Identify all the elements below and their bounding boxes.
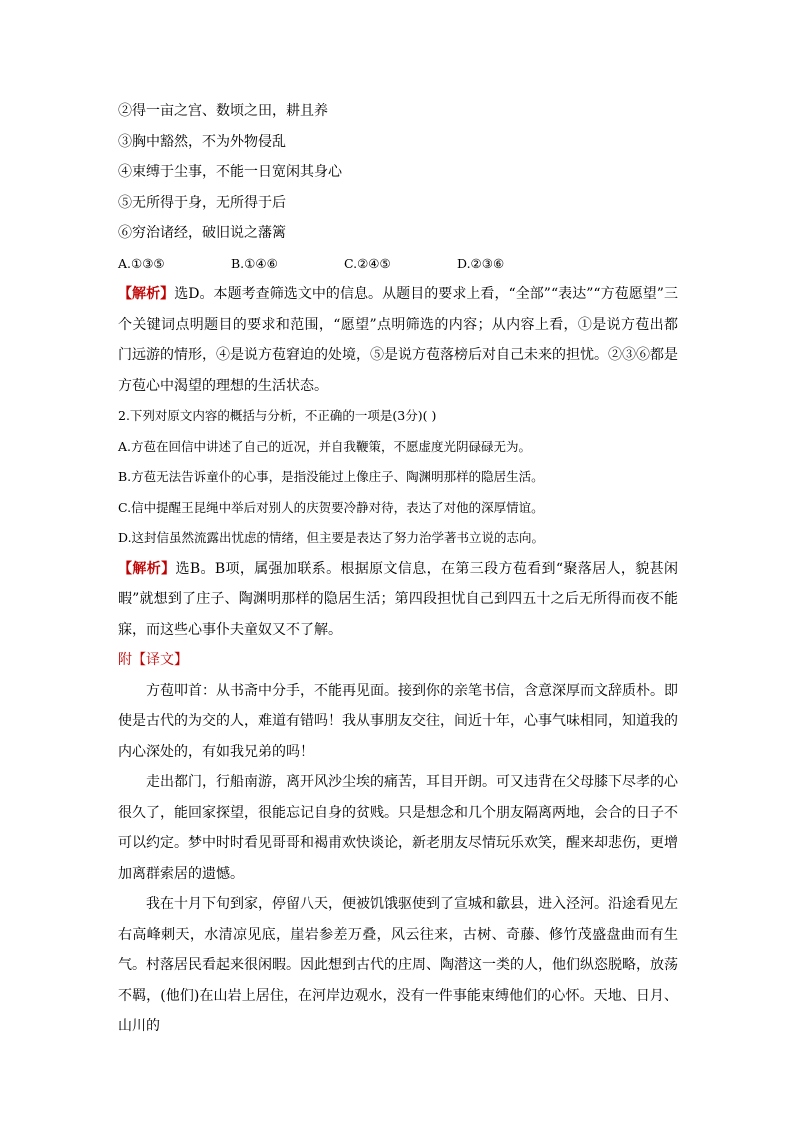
choice-item: ⑤无所得于身，无所得于后 [118, 194, 286, 211]
analysis-text: 选D。本题考查筛选文中的信息。从题目的要求上看，“全部”“表达”“方苞愿望”三个关键词点明题目的要求和范围，“愿望”点明筛选的内容；从内容上看，①是说方苞出都门远游的情形，④是说方苞窘迫的处境，⑤是说方苞落榜后对自己未来的担忧。②③⑥都是方苞心中渴望的理想的生活状态。 [118, 286, 678, 394]
question-1-options [118, 249, 678, 280]
option-a: A.①③⑤ [118, 255, 165, 271]
document-page [118, 96, 678, 1042]
analysis-text: 选B。B项，属强加联系。根据原文信息，在第三段方苞看到“聚落居人，貌甚闲暇”就想到了庄子、陶渊明那样的隐居生活；第四段担忧自己到四五十之后无所得而夜不能寐，而这些心事仆夫童奴又不了解。 [118, 560, 679, 638]
option-c: C.②④⑤ [344, 255, 391, 271]
choice-item: ④束缚于尘事，不能一日宽闲其身心 [118, 164, 342, 180]
analysis-tag: 【解析】 [118, 286, 175, 302]
question-2-stem: 2.下列对原文内容的概括与分析，不正确的一项是(3分)( ) [118, 408, 437, 423]
analysis-2 [118, 554, 678, 646]
translation-paragraph: 方苞叩首：从书斋中分手，不能再见面。接到你的亲笔书信，含意深厚而文辞质朴。即使是古代的为交的人，难道有错吗！我从事朋友交往，间近十年，心事气味相同，知道我的内心深处的，有如我兄弟的吗！ [118, 682, 678, 760]
question-2-option-c: C.信中提醒王昆绳中举后对别人的庆贺要冷静对待，表达了对他的深厚情谊。 [118, 499, 544, 515]
translation-paragraph: 我在十月下旬到家，停留八天，便被饥饿驱使到了宣城和歙县，进入泾河。沿途看见左右高峰刺天，水清凉见底，崖岩参差万叠，风云往来，古树、奇藤、修竹茂盛盘曲而有生气。村落居民看起来很闲暇。因此想到古代的庄周、陶潜这一类的人，他们纵恣脱略，放荡不羁，(他们)在山岩上居住，在河岸边观水，没有一件事能束缚他们的心怀。天地、日月、山川的 [118, 896, 678, 1034]
option-d: D.②③⑥ [457, 255, 505, 271]
option-b: B.①④⑥ [231, 255, 278, 271]
appendix-title: 附【译文】 [118, 652, 188, 668]
analysis-1 [118, 279, 678, 401]
analysis-tag: 【解析】 [118, 560, 176, 577]
question-2-option-b: B.方苞无法告诉童仆的心事，是指没能过上像庄子、陶渊明那样的隐居生活。 [118, 469, 544, 484]
translation-paragraph: 走出都门，行船南游，离开风沙尘埃的痛苦，耳目开朗。可又违背在父母膝下尽孝的心很久了，能回家探望，很能忘记自身的贫贱。只是想念和几个朋友隔离两地，会合的日子不可以约定。梦中时时看见哥哥和褐甫欢快谈论，新老朋友尽情玩乐欢笑，醒来却悲伤，更增加离群索居的遗憾。 [118, 774, 678, 882]
choice-item: ②得一亩之宫、数顷之田，耕且养 [118, 103, 328, 119]
choice-item: ③胸中豁然，不为外物侵乱 [118, 133, 286, 150]
question-2-option-d: D.这封信虽然流露出忧虑的情绪，但主要是表达了努力治学著书立说的志向。 [118, 530, 545, 545]
choice-item: ⑥穷治诸经，破旧说之藩篱 [118, 225, 286, 241]
question-2-option-a: A.方苞在回信中讲述了自己的近况，并自我鞭策，不愿虚度光阴碌碌无为。 [118, 438, 532, 454]
